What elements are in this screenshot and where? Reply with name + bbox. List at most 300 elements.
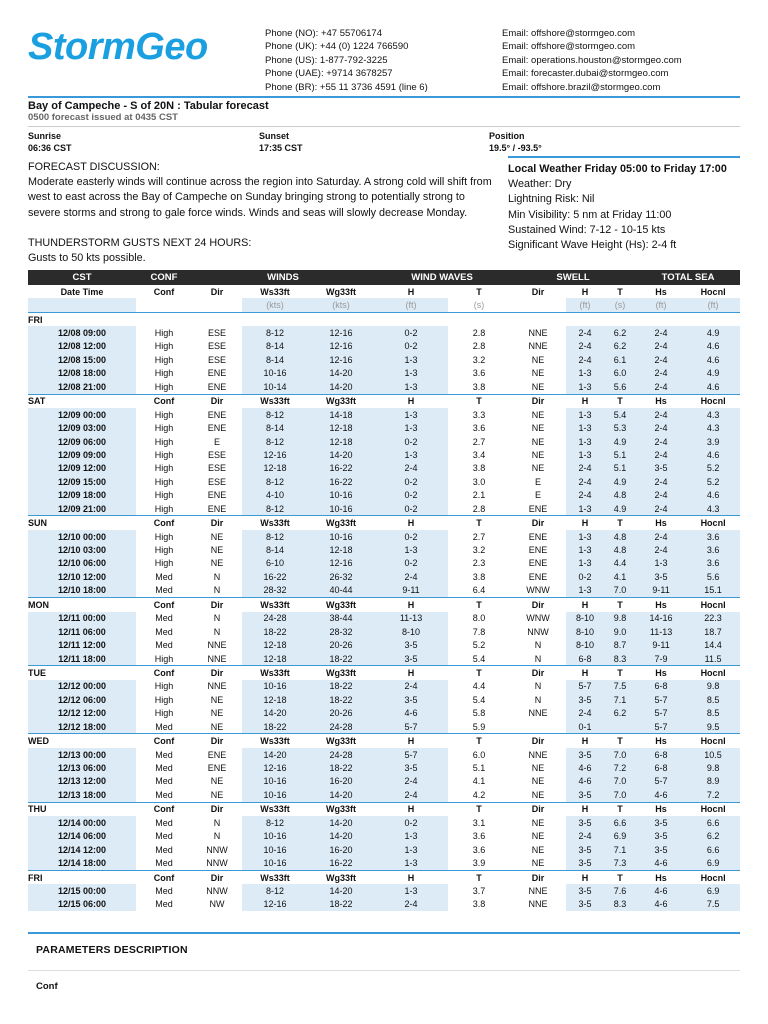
col-wg33ft: 10-16: [308, 530, 374, 543]
col-hs: 9-11: [636, 584, 686, 598]
col-ws33ft: 8-12: [242, 530, 308, 543]
col-conf-header: Conf: [136, 516, 192, 530]
col-wave-t: 6.0: [472, 749, 486, 760]
col-conf: Med: [155, 749, 173, 760]
col-hocnl: 4.6: [686, 489, 740, 502]
col-swell-h: 1-3: [566, 435, 604, 448]
col-swell-t: 7.1: [604, 843, 636, 856]
col-wave-t: 2.3: [472, 558, 486, 569]
table-row: [28, 448, 740, 461]
col-wave-h-header: H: [374, 802, 448, 816]
col-hs: 2-4: [636, 435, 686, 448]
col-hs: 2-4: [636, 367, 686, 380]
col-hs: 4-6: [636, 898, 686, 911]
col-wave-t-header: T: [448, 666, 510, 680]
col-hs-header: Hs: [636, 802, 686, 816]
col-wave-h: 4-6: [374, 707, 448, 720]
col-swell-h: 2-4: [566, 353, 604, 366]
col-hocnl: 6.6: [686, 843, 740, 856]
col-wg33ft: 16-20: [308, 775, 374, 788]
col-ws33ft: 28-32: [242, 584, 308, 598]
col-wind-dir: NNE: [207, 640, 227, 651]
col-hs: 6-8: [636, 761, 686, 774]
day-label: THU: [28, 802, 136, 816]
col-wind-dir: N: [213, 626, 221, 637]
col-hs: 9-11: [636, 638, 686, 651]
col-wave-h: 3-5: [374, 693, 448, 706]
col-ws33ft: 12-18: [242, 638, 308, 651]
table-row: [28, 475, 740, 488]
phone-us: Phone (US): 1-877-792-3225: [265, 54, 388, 66]
col-ws33ft: 12-18: [242, 693, 308, 706]
col-datetime: 12/15 06:00: [28, 898, 136, 911]
col-conf: High: [154, 328, 174, 339]
col-swell-dir: NE: [531, 776, 545, 787]
col-conf: Med: [155, 844, 173, 855]
col-hocnl-header: Hocnl: [686, 394, 740, 408]
col-swell-h: 2-4: [566, 830, 604, 843]
col-wave-t: 3.8: [472, 463, 486, 474]
col-swell-t: 4.9: [604, 475, 636, 488]
col-hs-header: Hs: [636, 870, 686, 884]
col-ws33ft-header: Ws33ft: [242, 802, 308, 816]
col-wg33ft: 18-22: [308, 693, 374, 706]
col-wg33ft: 12-18: [308, 421, 374, 434]
col-swell-h: 1-3: [566, 530, 604, 543]
col-wave-t-header: T: [476, 286, 482, 297]
col-swell-dir-header: Dir: [510, 734, 566, 748]
table-row: [28, 680, 740, 693]
col-swell-dir-header: Dir: [510, 802, 566, 816]
col-wind-dir: ESE: [207, 476, 226, 487]
col-wind-dir: N: [213, 817, 221, 828]
col-swell-t: 7.0: [604, 775, 636, 788]
col-wave-h: 0-2: [374, 475, 448, 488]
col-ws33ft: 12-18: [242, 652, 308, 666]
col-wind-dir: NE: [210, 721, 224, 732]
col-swell-t: 5.1: [604, 448, 636, 461]
col-ws33ft: 10-16: [242, 680, 308, 693]
col-ws33ft-header: Ws33ft: [242, 734, 308, 748]
col-hocnl: 6.2: [686, 830, 740, 843]
col-swell-t-header: T: [604, 870, 636, 884]
col-wg33ft: 12-18: [308, 435, 374, 448]
col-wg33ft-header: Wg33ft: [308, 666, 374, 680]
col-wind-dir: ENE: [207, 749, 227, 760]
table-row: [28, 898, 740, 911]
col-hs: 3-5: [636, 830, 686, 843]
col-swell-t: 5.1: [604, 462, 636, 475]
col-ws33ft-header: Ws33ft: [260, 286, 290, 297]
col-ws33ft: 18-22: [242, 720, 308, 734]
col-hocnl: 4.3: [686, 502, 740, 516]
col-conf: Med: [155, 585, 173, 596]
col-swell-t-header: T: [604, 516, 636, 530]
col-hs: 2-4: [636, 408, 686, 421]
col-swell-h: 1-3: [566, 448, 604, 461]
table-row: [28, 720, 740, 734]
col-hs-header: Hs: [636, 394, 686, 408]
col-wg33ft: 16-22: [308, 475, 374, 488]
col-ws33ft: 8-12: [242, 326, 308, 339]
col-wave-h: 1-3: [374, 830, 448, 843]
col-wind-dir: NW: [209, 899, 225, 910]
col-wave-t: 3.2: [472, 354, 486, 365]
col-wave-h: 5-7: [374, 720, 448, 734]
col-hocnl: 15.1: [686, 584, 740, 598]
col-hs: 4-6: [636, 788, 686, 802]
group-swell: SWELL: [510, 270, 636, 285]
col-hs: 5-7: [636, 775, 686, 788]
col-ws33ft: 8-12: [242, 502, 308, 516]
col-wave-t: 3.4: [472, 449, 486, 460]
col-hs: 14-16: [636, 612, 686, 625]
col-hs: 3-5: [636, 462, 686, 475]
col-wg33ft: 18-22: [308, 652, 374, 666]
col-swell-h: 3-5: [566, 856, 604, 870]
col-swell-h: 2-4: [566, 707, 604, 720]
col-wave-t: 4.4: [472, 681, 486, 692]
col-wind-dir: E: [213, 436, 220, 447]
col-swell-t: 5.3: [604, 421, 636, 434]
col-swell-h: 8-10: [566, 612, 604, 625]
email-us[interactable]: Email: operations.houston@stormgeo.com: [502, 54, 682, 66]
col-datetime: 12/09 12:00: [28, 462, 136, 475]
col-wave-h: 1-3: [374, 408, 448, 421]
col-swell-h: 8-10: [566, 638, 604, 651]
col-wg33ft-header: Wg33ft: [308, 802, 374, 816]
col-wind-dir: NNE: [207, 653, 227, 664]
col-swell-dir: ENE: [528, 558, 548, 569]
col-ws33ft-header: Ws33ft: [242, 394, 308, 408]
col-conf: Med: [155, 831, 173, 842]
col-wave-t-unit: (s): [473, 300, 485, 311]
empty-cell: [510, 312, 566, 326]
gusts-heading: THUNDERSTORM GUSTS NEXT 24 HOURS:: [28, 236, 252, 249]
col-hs: 2-4: [636, 530, 686, 543]
email-br[interactable]: Email: offshore.brazil@stormgeo.com: [502, 81, 661, 93]
col-swell-h: 1-3: [566, 502, 604, 516]
day-label: FRI: [28, 312, 136, 326]
col-hs-header: Hs: [636, 734, 686, 748]
col-swell-dir: NE: [531, 817, 545, 828]
day-header-row: [28, 598, 740, 612]
col-wave-h: 1-3: [374, 856, 448, 870]
col-conf: High: [154, 423, 174, 434]
col-swell-dir: NE: [531, 463, 545, 474]
table-row: [28, 353, 740, 366]
col-hocnl-header: Hocnl: [686, 598, 740, 612]
empty-cell: [374, 312, 448, 326]
col-wind-dir-header: Dir: [192, 516, 242, 530]
col-datetime: 12/13 06:00: [28, 761, 136, 774]
col-wind-dir: ENE: [207, 763, 227, 774]
col-wave-h: 1-3: [374, 380, 448, 394]
col-swell-h: 3-5: [566, 693, 604, 706]
empty-cell: [604, 312, 636, 326]
local-weather-box: [508, 156, 740, 253]
col-swell-h: 3-5: [566, 816, 604, 829]
table-units-row: [28, 298, 740, 312]
email-no[interactable]: Email: offshore@stormgeo.com: [502, 28, 636, 39]
col-datetime: 12/09 06:00: [28, 435, 136, 448]
day-header-row: [28, 802, 740, 816]
col-wg33ft: 16-22: [308, 856, 374, 870]
col-hocnl: 4.9: [686, 367, 740, 380]
table-row: [28, 638, 740, 651]
table-row: [28, 435, 740, 448]
col-wg33ft-unit: (kts): [308, 298, 374, 312]
col-wg33ft: 20-26: [308, 707, 374, 720]
stormgeo-logo: StormGeo: [28, 26, 208, 68]
col-conf: Med: [155, 858, 173, 869]
email-uae[interactable]: Email: forecaster.dubai@stormgeo.com: [502, 68, 669, 80]
col-datetime: 12/09 03:00: [28, 421, 136, 434]
col-swell-dir: ENE: [528, 531, 548, 542]
col-wave-t: 5.1: [472, 763, 486, 774]
col-hocnl: 10.5: [686, 748, 740, 761]
col-wave-h: 0-2: [374, 816, 448, 829]
col-swell-h: 6-8: [566, 652, 604, 666]
col-hocnl: 6.6: [686, 816, 740, 829]
table-row: [28, 625, 740, 638]
col-hs: 4-6: [636, 856, 686, 870]
email-uk[interactable]: Email: offshore@stormgeo.com: [502, 41, 636, 53]
col-swell-t: 8.3: [604, 652, 636, 666]
col-conf: Med: [155, 571, 173, 582]
col-wave-h: 2-4: [374, 680, 448, 693]
col-wave-h: 1-3: [374, 421, 448, 434]
col-swell-dir: NE: [531, 763, 545, 774]
col-hocnl: 8.5: [686, 707, 740, 720]
col-wind-dir-header: Dir: [210, 286, 224, 297]
col-swell-h-header: H: [566, 394, 604, 408]
col-swell-dir: N: [534, 653, 542, 664]
col-wind-dir: NNW: [206, 858, 228, 869]
col-wind-dir: ESE: [207, 449, 226, 460]
col-conf: Med: [155, 640, 173, 651]
col-conf: High: [154, 354, 174, 365]
position-value: 19.5° / -93.5°: [489, 143, 542, 153]
col-hs: 3-5: [636, 843, 686, 856]
col-swell-t-header: T: [604, 598, 636, 612]
table-row: [28, 884, 740, 897]
col-swell-h: 1-3: [566, 421, 604, 434]
col-swell-t-header: T: [617, 286, 623, 297]
empty-cell: [308, 312, 374, 326]
table-row: [28, 367, 740, 380]
col-wave-t: 3.2: [472, 545, 486, 556]
local-weather-line: Significant Wave Height (Hs): 2-4 ft: [508, 239, 677, 252]
col-wave-h-unit: (ft): [374, 298, 448, 312]
col-swell-dir: N: [534, 694, 542, 705]
col-hs: 6-8: [636, 680, 686, 693]
col-swell-t: 5.6: [604, 380, 636, 394]
col-datetime: 12/14 18:00: [28, 856, 136, 870]
col-wave-t-header: T: [448, 598, 510, 612]
table-row: [28, 340, 740, 353]
col-wg33ft: 14-20: [308, 816, 374, 829]
col-conf: High: [154, 681, 174, 692]
col-hocnl-header: Hocnl: [686, 802, 740, 816]
col-conf: Med: [155, 885, 173, 896]
col-wind-dir-header: Dir: [192, 394, 242, 408]
table-row: [28, 775, 740, 788]
col-swell-t: 9.0: [604, 625, 636, 638]
col-hs: 1-3: [636, 557, 686, 570]
col-hs-header: Hs: [636, 598, 686, 612]
day-label: MON: [28, 598, 136, 612]
table-row: [28, 421, 740, 434]
col-swell-dir: NE: [531, 831, 545, 842]
col-hocnl: 9.5: [686, 720, 740, 734]
col-wg33ft-header: Wg33ft: [308, 870, 374, 884]
col-wave-h: 0-2: [374, 340, 448, 353]
col-ws33ft: 10-16: [242, 843, 308, 856]
col-wg33ft-header: Wg33ft: [308, 598, 374, 612]
col-wave-h: 0-2: [374, 435, 448, 448]
col-wg33ft-header: Wg33ft: [308, 734, 374, 748]
col-wave-h: 2-4: [374, 788, 448, 802]
col-hs: 2-4: [636, 448, 686, 461]
table-column-header: [28, 285, 740, 298]
col-ws33ft-header: Ws33ft: [242, 598, 308, 612]
col-conf: High: [154, 653, 174, 664]
col-swell-dir: WNW: [526, 613, 550, 624]
col-wave-t: 5.8: [472, 708, 486, 719]
col-wave-h: 0-2: [374, 557, 448, 570]
col-ws33ft: 8-14: [242, 421, 308, 434]
col-swell-h: 0-2: [566, 570, 604, 583]
issued-text: 0500 forecast issued at 0435 CST: [28, 112, 178, 123]
col-hs: 5-7: [636, 720, 686, 734]
table-row: [28, 557, 740, 570]
title-divider: [28, 126, 740, 127]
col-hocnl-header: Hocnl: [700, 286, 726, 297]
parameters-section: [28, 932, 740, 992]
col-wg33ft-header: Wg33ft: [308, 394, 374, 408]
col-datetime: 12/11 00:00: [28, 612, 136, 625]
col-swell-h: 1-3: [566, 543, 604, 556]
col-hocnl: 3.6: [686, 530, 740, 543]
col-datetime: 12/12 00:00: [28, 680, 136, 693]
col-datetime: 12/13 18:00: [28, 788, 136, 802]
col-wave-t: 3.8: [472, 381, 486, 392]
col-wind-dir-header: Dir: [192, 666, 242, 680]
col-swell-t: [604, 720, 636, 734]
col-wave-t: 2.7: [472, 531, 486, 542]
table-row: [28, 570, 740, 583]
col-conf-header: Conf: [136, 734, 192, 748]
col-wg33ft: 14-20: [308, 788, 374, 802]
col-wave-h: 3-5: [374, 761, 448, 774]
col-wave-t-header: T: [448, 802, 510, 816]
col-wave-t: 4.1: [472, 776, 486, 787]
col-wg33ft: 18-22: [308, 898, 374, 911]
day-header-row: [28, 870, 740, 884]
col-swell-h: 3-5: [566, 843, 604, 856]
col-swell-h: 1-3: [566, 557, 604, 570]
col-swell-h-header: H: [566, 598, 604, 612]
col-conf: Med: [155, 613, 173, 624]
col-swell-t: 6.6: [604, 816, 636, 829]
col-wind-dir: ENE: [207, 409, 227, 420]
col-conf-header: Conf: [136, 870, 192, 884]
col-swell-t: 6.2: [604, 326, 636, 339]
col-wind-dir: NE: [210, 694, 224, 705]
col-swell-dir: NNW: [527, 626, 549, 637]
col-conf-header: Conf: [136, 666, 192, 680]
col-conf: High: [154, 463, 174, 474]
col-swell-dir: NNE: [528, 341, 548, 352]
col-swell-dir-header: Dir: [531, 286, 545, 297]
col-wind-dir: NE: [210, 708, 224, 719]
col-swell-h: 1-3: [566, 408, 604, 421]
table-row: [28, 843, 740, 856]
col-hocnl: 7.2: [686, 788, 740, 802]
col-swell-dir: NE: [531, 858, 545, 869]
col-ws33ft-unit: (kts): [242, 298, 308, 312]
col-wg33ft: 12-16: [308, 340, 374, 353]
col-hocnl: 9.8: [686, 761, 740, 774]
col-datetime: 12/12 18:00: [28, 720, 136, 734]
col-swell-h-header: H: [566, 666, 604, 680]
col-swell-dir: E: [535, 490, 542, 501]
parameters-item: Conf: [36, 981, 58, 992]
col-hocnl-header: Hocnl: [686, 516, 740, 530]
col-swell-t: 4.1: [604, 570, 636, 583]
col-hocnl: 6.9: [686, 856, 740, 870]
col-hocnl: 11.5: [686, 652, 740, 666]
forecast-discussion: [28, 160, 498, 266]
col-wind-dir-header: Dir: [192, 598, 242, 612]
col-swell-dir: NNE: [528, 749, 548, 760]
col-swell-h: 2-4: [566, 475, 604, 488]
local-weather-line: Sustained Wind: 7-12 - 10-15 kts: [508, 223, 666, 236]
col-wg33ft: 12-16: [308, 353, 374, 366]
col-wg33ft: 16-20: [308, 843, 374, 856]
col-swell-h: 2-4: [566, 326, 604, 339]
col-wave-t: 3.3: [472, 409, 486, 420]
sunset-info: [259, 130, 303, 154]
table-row: [28, 856, 740, 870]
col-wave-t: 5.4: [472, 694, 486, 705]
col-hocnl: 22.3: [686, 612, 740, 625]
col-conf: High: [154, 449, 174, 460]
col-wave-t: 8.0: [472, 613, 486, 624]
col-swell-dir-unit: [510, 298, 566, 312]
col-conf: High: [154, 558, 174, 569]
col-wg33ft: 24-28: [308, 720, 374, 734]
col-wave-t: 3.6: [472, 831, 486, 842]
col-wave-t-header: T: [448, 734, 510, 748]
day-label: FRI: [28, 870, 136, 884]
col-wave-h: 8-10: [374, 625, 448, 638]
col-wind-dir: NE: [210, 531, 224, 542]
position-label: Position: [489, 131, 525, 141]
col-swell-h: 4-6: [566, 775, 604, 788]
col-conf: High: [154, 503, 174, 514]
day-label: WED: [28, 734, 136, 748]
col-conf: High: [154, 409, 174, 420]
col-swell-h: 2-4: [566, 489, 604, 502]
sunrise-label: Sunrise: [28, 131, 62, 141]
col-wind-dir: ENE: [207, 490, 227, 501]
col-wave-t-header: T: [448, 516, 510, 530]
col-swell-t: 7.2: [604, 761, 636, 774]
col-conf: High: [154, 436, 174, 447]
local-weather-line: Lightning Risk: Nil: [508, 193, 595, 206]
